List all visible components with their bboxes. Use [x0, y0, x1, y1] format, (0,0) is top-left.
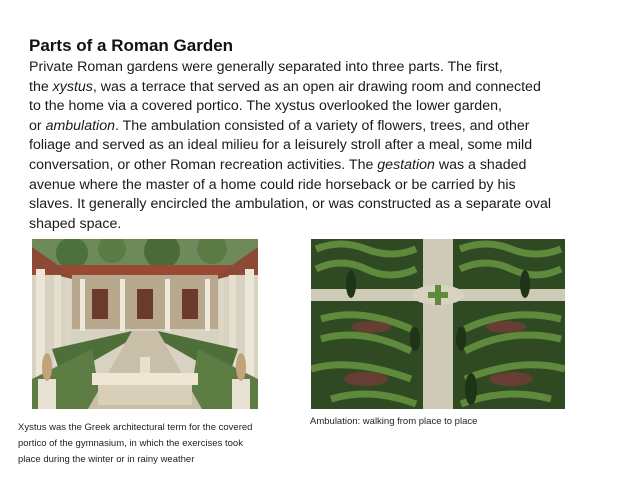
text-run: avenue where the master of a home could ride horseback or be carried by his [29, 176, 516, 193]
term-xystus: xystus [52, 78, 93, 95]
text-run: shaped space. [29, 215, 122, 232]
ambulation-caption: Ambulation: walking from place to place [310, 416, 478, 427]
text-run: . The ambulation consisted of a variety of flowers, trees, and other [114, 117, 530, 134]
hedge-maze-illustration [311, 239, 565, 409]
text-run: conversation, or other Roman recreation activities. The [29, 156, 378, 173]
text-run: or [29, 117, 46, 134]
body-paragraph [29, 58, 589, 234]
paragraph-line [29, 215, 589, 235]
paragraph-line [29, 58, 589, 78]
text-run: slaves. It generally encircled the ambulation, or was constructed as a separate oval [29, 196, 552, 213]
peristyle-illustration [32, 239, 258, 409]
text-run: , was a terrace that served as an open air drawing room and connected [92, 78, 541, 95]
text-run: to the home via a covered portico. The xystus overlooked the lower garden, [29, 98, 502, 115]
text-run: the [29, 78, 53, 95]
paragraph-line [29, 176, 589, 196]
paragraph-line [29, 97, 589, 117]
ambulation-hedge-maze-photo [311, 239, 565, 409]
paragraph-line [29, 117, 589, 137]
paragraph-line [29, 156, 589, 176]
text-run: Private Roman gardens were generally separated into three parts. The first, [29, 59, 503, 75]
term-gestation: gestation [377, 156, 435, 173]
xystus-caption: Xystus was the Greek architectural term for the covered portico of the gymnasium, in which the exercises took place during the winter or in rainy weather [18, 422, 253, 465]
xystus-peristyle-photo [32, 239, 258, 409]
text-run: foliage and served as an ideal milieu for a leisurely stroll after a meal, some mild [29, 137, 533, 154]
paragraph-line [29, 195, 589, 215]
paragraph-line [29, 78, 589, 98]
text-run: was a shaded [434, 156, 527, 173]
slide-title: Parts of a Roman Garden [29, 36, 234, 55]
paragraph-line [29, 136, 589, 156]
term-ambulation: ambulation [45, 117, 115, 134]
